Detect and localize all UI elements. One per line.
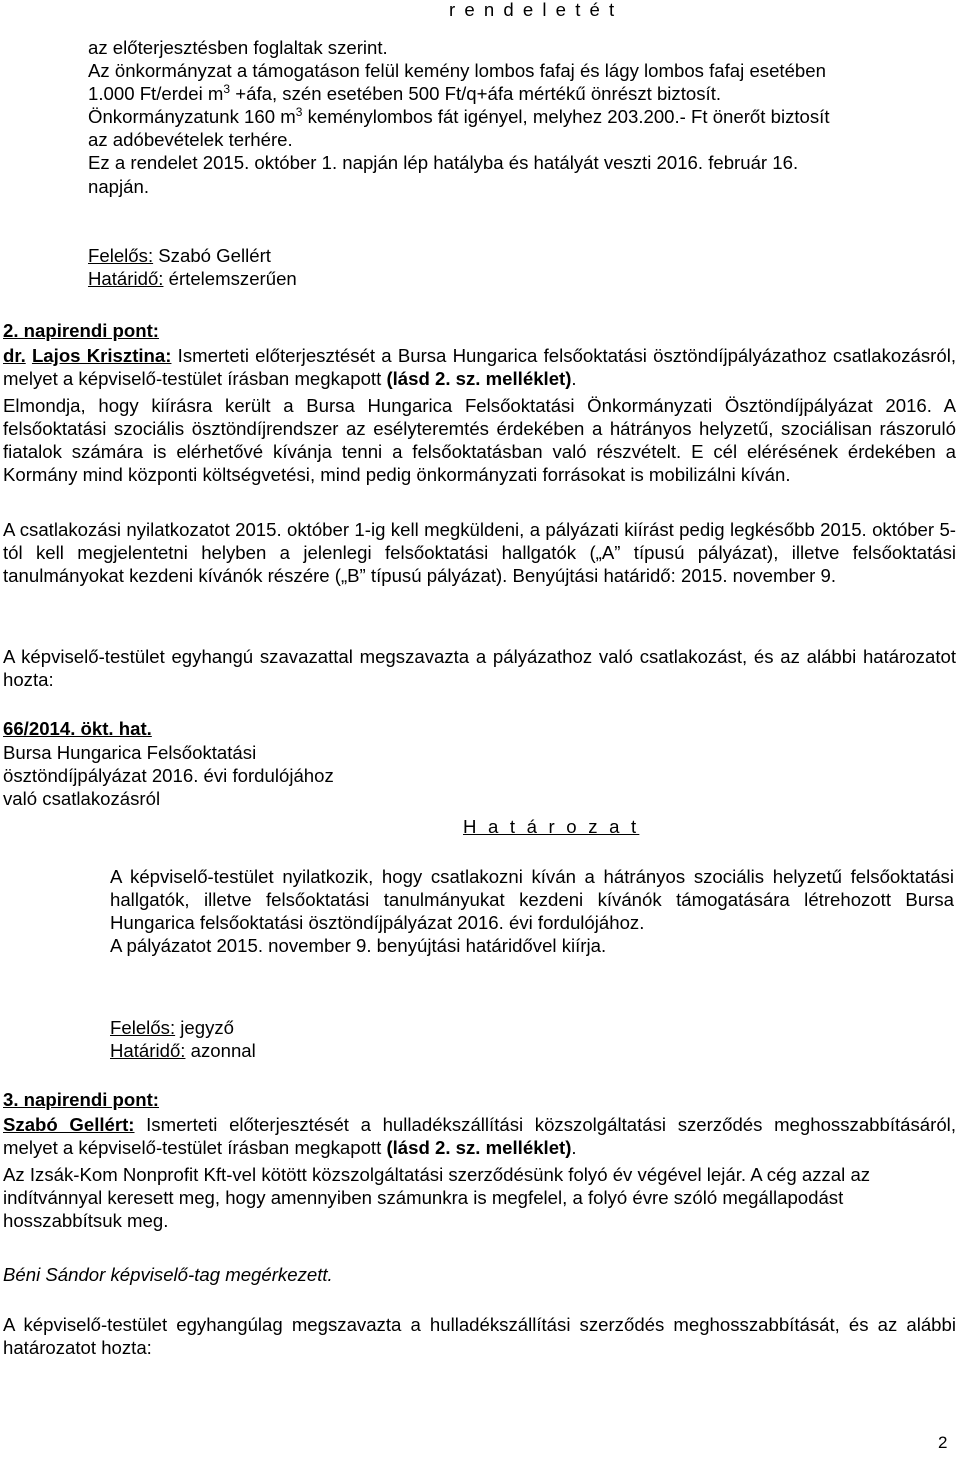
item1-text: [88, 36, 950, 198]
item2-vote: A képviselő-testület egyhangú szavazattal megszavazta a pályázathoz való csatlakozást, és az alábbi határozatot hozta:: [3, 646, 956, 691]
text-line: napján.: [88, 175, 150, 197]
item3-vote: A képviselő-testület egyhangúlag megszavazta a hulladékszállítási szerződés meghosszabbítását, és az alábbi határozatot hozta:: [3, 1314, 956, 1359]
item2-paragraph: A csatlakozási nyilatkozatot 2015. október 1-ig kell megküldeni, a pályázati kiírást pedig legkésőbb 2015. október 5-tól kell megjelentetni helyben a jelenlegi felsőoktatási hallgatók („A” típusú pályázat), illetve felsőoktatási tanulmányokat kezdeni kívánók részére („B” típusú pályázat). Benyújtási határidő: 2015. november 9.: [3, 519, 956, 587]
decision-text: A képviselő-testület nyilatkozik, hogy csatlakozni kíván a hátrányos szociális helyzetű felsőoktatási hallgatók, illetve felsőoktatási tanulmányukat kezdeni kívánók támogatására létrehozott Bursa Hungarica felsőoktatási ösztöndíjpályázat 2016. évi fordulójához. A pályázatot 2015. november 9. benyújtási határidővel kiírja.: [110, 866, 954, 957]
resolution-number: 66/2014. ökt. hat.: [3, 718, 152, 739]
text-line: az adóbevételek terhére.: [88, 129, 293, 151]
arrival-note: Béni Sándor képviselő-tag megérkezett.: [3, 1264, 333, 1285]
item3-intro: Szabó Gellért: Ismerteti előterjesztését a hulladékszállítási közszolgáltatási szerződés meghosszabbításáról, melyet a képviselő-testület írásban megkapott (lásd 2. sz. melléklet).: [3, 1114, 956, 1159]
item3-heading: 3. napirendi pont:: [3, 1089, 159, 1110]
resolution-title: H a t á r o z a t: [463, 816, 640, 837]
item2-heading: 2. napirendi pont:: [3, 320, 159, 341]
continued-heading: r e n d e l e t é t: [449, 0, 617, 20]
item3-paragraph: Az Izsák-Kom Nonprofit Kft-vel kötött közszolgáltatási szerződésünk folyó év végével lejár. A cég azzal az indítvánnyal keresett meg, hogy amennyiben számunkra is megfelel, a folyó évre szóló megállapodást hosszabbítsuk meg.: [3, 1164, 871, 1232]
text-line: Ez a rendelet 2015. október 1. napján lép hatályba és hatályát veszti 2016. február 16.: [88, 152, 799, 174]
text-line: 1.000 Ft/erdei $m^3$ +áfa, szén esetében 500 Ft/q+áfa mértékű önrészt biztosít.: [88, 82, 722, 105]
text-line: az előterjesztésben foglaltak szerint.: [88, 37, 388, 58]
responsible-line: Felelős: jegyző: [110, 1017, 235, 1038]
deadline-line: Határidő: értelemszerűen: [88, 268, 297, 290]
item2-responsible: [110, 1016, 954, 1062]
item2-intro: dr. Lajos Krisztina: Ismerteti előterjesztését a Bursa Hungarica felsőoktatási ösztöndíjpályázathoz csatlakozásról, melyet a képviselő-testület írásban megkapott (lásd 2. sz. melléklet).: [3, 345, 956, 390]
text-line: Az önkormányzat a támogatáson felül kemény lombos fafaj és lágy lombos fafaj esetében: [88, 60, 826, 82]
text-line: Önkormányzatunk 160 $m^3$ keménylombos fát igényel, melyhez 203.200.- Ft önerőt biztosít: [88, 105, 830, 128]
item2-paragraph: Elmondja, hogy kiírásra került a Bursa Hungarica Felsőoktatási Önkormányzati Ösztöndíjpályázat 2016. A felsőoktatási szociális ösztöndíjrendszer az esélyteremtés érdekében a hátrányos helyzetű, szociálisan rászoruló fiatalok számára is elérhetővé kívánja tenni a felsőoktatásban való részvételt. E cél elérésének érdekében a Kormány mind központi költségvetési, mind pedig önkormányzati forrásokat is mobilizálni kíván.: [3, 395, 956, 486]
item1-responsible: [88, 244, 950, 290]
responsible-line: Felelős: Szabó Gellért: [88, 245, 271, 266]
page-number: 2: [938, 1433, 948, 1452]
deadline-line: Határidő: azonnal: [110, 1040, 256, 1062]
resolution-subject: Bursa Hungarica Felsőoktatási ösztöndíjpályázat 2016. évi fordulójához való csatlakozásról: [3, 742, 334, 810]
